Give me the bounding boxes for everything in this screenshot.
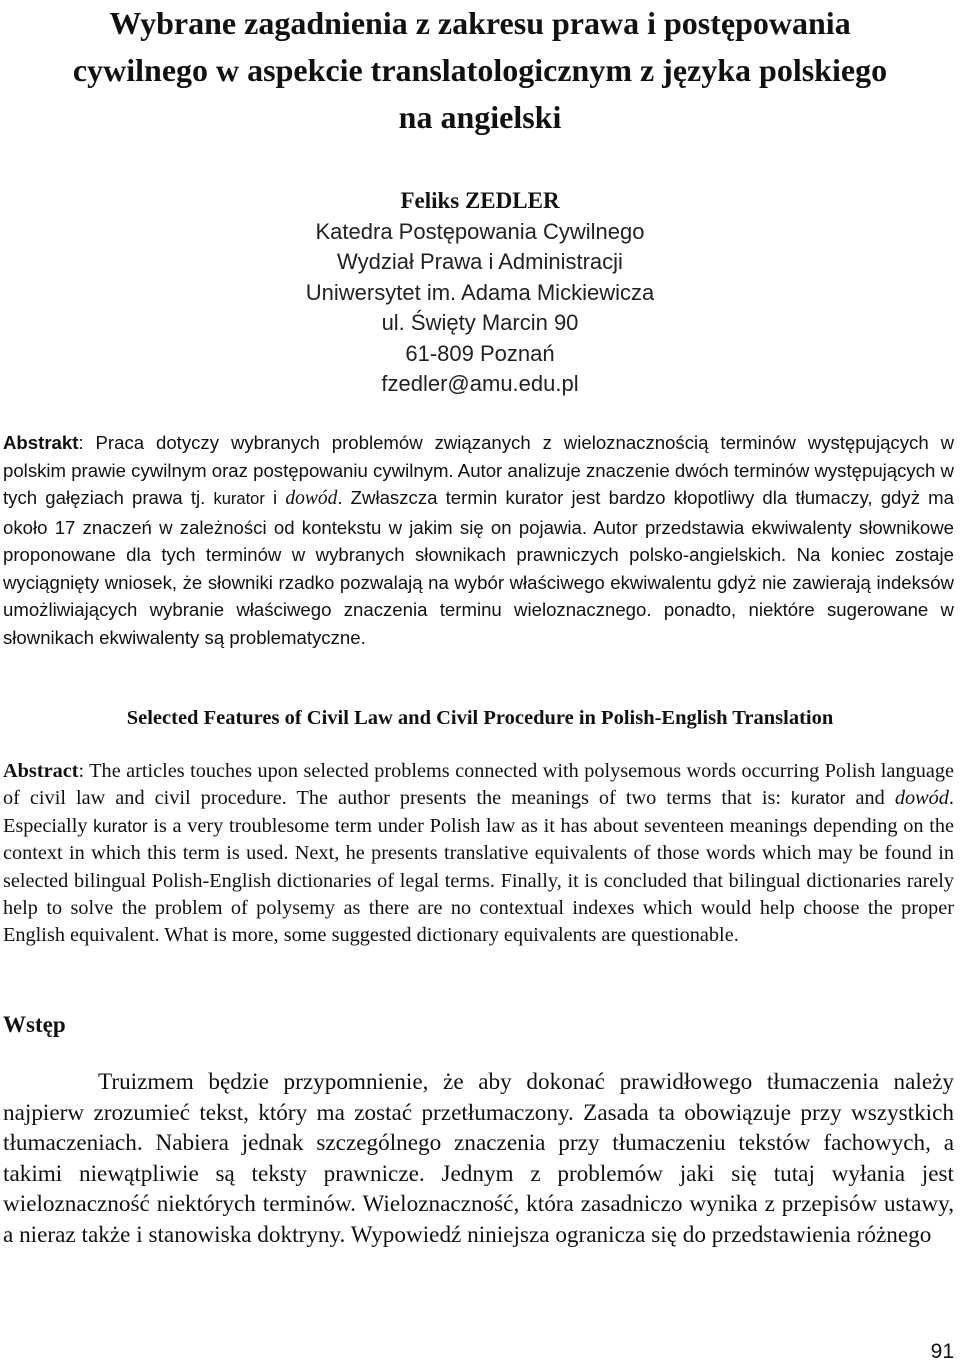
author-name: Feliks ZEDLER: [400, 188, 560, 213]
abstract-english-text-3: is a very troublesome term under Polish law as it has about seventeen meanings depending on the context in which this term is used. Next, he presents translative equivalents of those words which may be found in selected bilingual Polish-English dictionaries of legal terms. Finally, it is concluded that bilingual dictionaries rarely help to solve the problem of polysemy as there are no contextual indexes which would help choose the proper English equivalent. What is more, some suggested dictionary equivalents are questionable.: [3, 814, 954, 947]
english-title: Selected Features of Civil Law and Civil Procedure in Polish-English Translation: [126, 707, 834, 729]
abstract-polish: [3, 429, 954, 651]
section-heading-introduction: Wstęp: [3, 1012, 66, 1037]
abstract-english-term-dowod: dowód: [894, 787, 949, 810]
abstract-polish-text-2: . Zwłaszcza termin kurator jest bardzo kłopotliwy dla tłumaczy, gdyż ma około 17 znaczeń w zależności od kontekstu w jakim się on pojawia. Autor przedstawia ekwiwalenty słownikowe proponowane dla tych terminów w wybranych słownikach prawniczych polsko-angielskich. Na koniec zostaje wyciągnięty wniosek, że słowniki rzadko pozwalają na wybór właściwego ekwiwalentu gdyż nie zawierają indeksów umożliwiających wybranie właściwego znaczenia terminu wieloznacznego. ponadto, niektóre sugerowane w słownikach ekwiwalenty są problematyczne.: [3, 487, 954, 648]
paper-title-line-3: na angielski: [398, 99, 562, 135]
abstract-polish-label: Abstrakt: [3, 432, 79, 453]
abstract-english-text-2: . Especially: [3, 787, 954, 837]
author-city: 61-809 Poznań: [405, 340, 555, 366]
page-number: 91: [930, 1340, 954, 1363]
abstract-english-term-kurator: kurator: [791, 788, 846, 809]
body-paragraph: Truizmem będzie przypomnienie, że aby dokonać prawidłowego tłumaczenia należy najpierw zrozumieć tekst, który ma zostać przetłumaczony. Zasada ta obowiązuje przy wszystkich tłumaczeniach. Nabiera jednak szczególnego znaczenia przy tłumaczeniu tekstów fachowych, a takimi niewątpliwie są teksty prawnicze. Jednym z problemów jaki się tutaj wyłania jest wieloznaczność niektórych terminów. Wieloznaczność, która zasadniczo wynika z przepisów ustawy, a nieraz także i stanowiska doktryny. Wypowiedź niniejsza ogranicza się do przedstawienia różnego: [3, 1069, 954, 1248]
author-university: Uniwersytet im. Adama Mickiewicza: [305, 279, 655, 305]
author-affiliation-block: [0, 186, 960, 400]
abstract-english-term-kurator-2: kurator: [93, 815, 148, 836]
abstract-polish-conjunction: i: [264, 487, 286, 508]
paper-title-line-1: Wybrane zagadnienia z zakresu prawa i postępowania: [109, 5, 851, 41]
paper-title-line-2: cywilnego w aspekcie translatologicznym z języka polskiego: [72, 52, 888, 88]
abstract-polish-term-dowod: dowód: [285, 488, 338, 509]
paper-title: [0, 0, 960, 141]
author-street: ul. Święty Marcin 90: [381, 310, 579, 335]
abstract-english-label: Abstract: [3, 760, 79, 782]
abstract-polish-term-kurator: kurator: [213, 490, 265, 508]
author-faculty: Wydział Prawa i Administracji: [337, 249, 623, 274]
abstract-english: [3, 758, 954, 950]
abstract-english-text-1: : The articles touches upon selected problems connected with polysemous words occurring Polish language of civil law and civil procedure. The author presents the meanings of two terms that is:: [3, 760, 954, 810]
author-email: fzedler@amu.edu.pl: [381, 371, 579, 396]
abstract-polish-text-1: : Praca dotyczy wybranych problemów związanych z wieloznacznością terminów występujących w polskim prawie cywilnym oraz postępowaniu cywilnym. Autor analizuje znaczenie dwóch terminów występujących w tych gałęziach prawa tj.: [3, 432, 954, 508]
abstract-english-conjunction: and: [845, 787, 895, 810]
author-department: Katedra Postępowania Cywilnego: [315, 218, 645, 244]
